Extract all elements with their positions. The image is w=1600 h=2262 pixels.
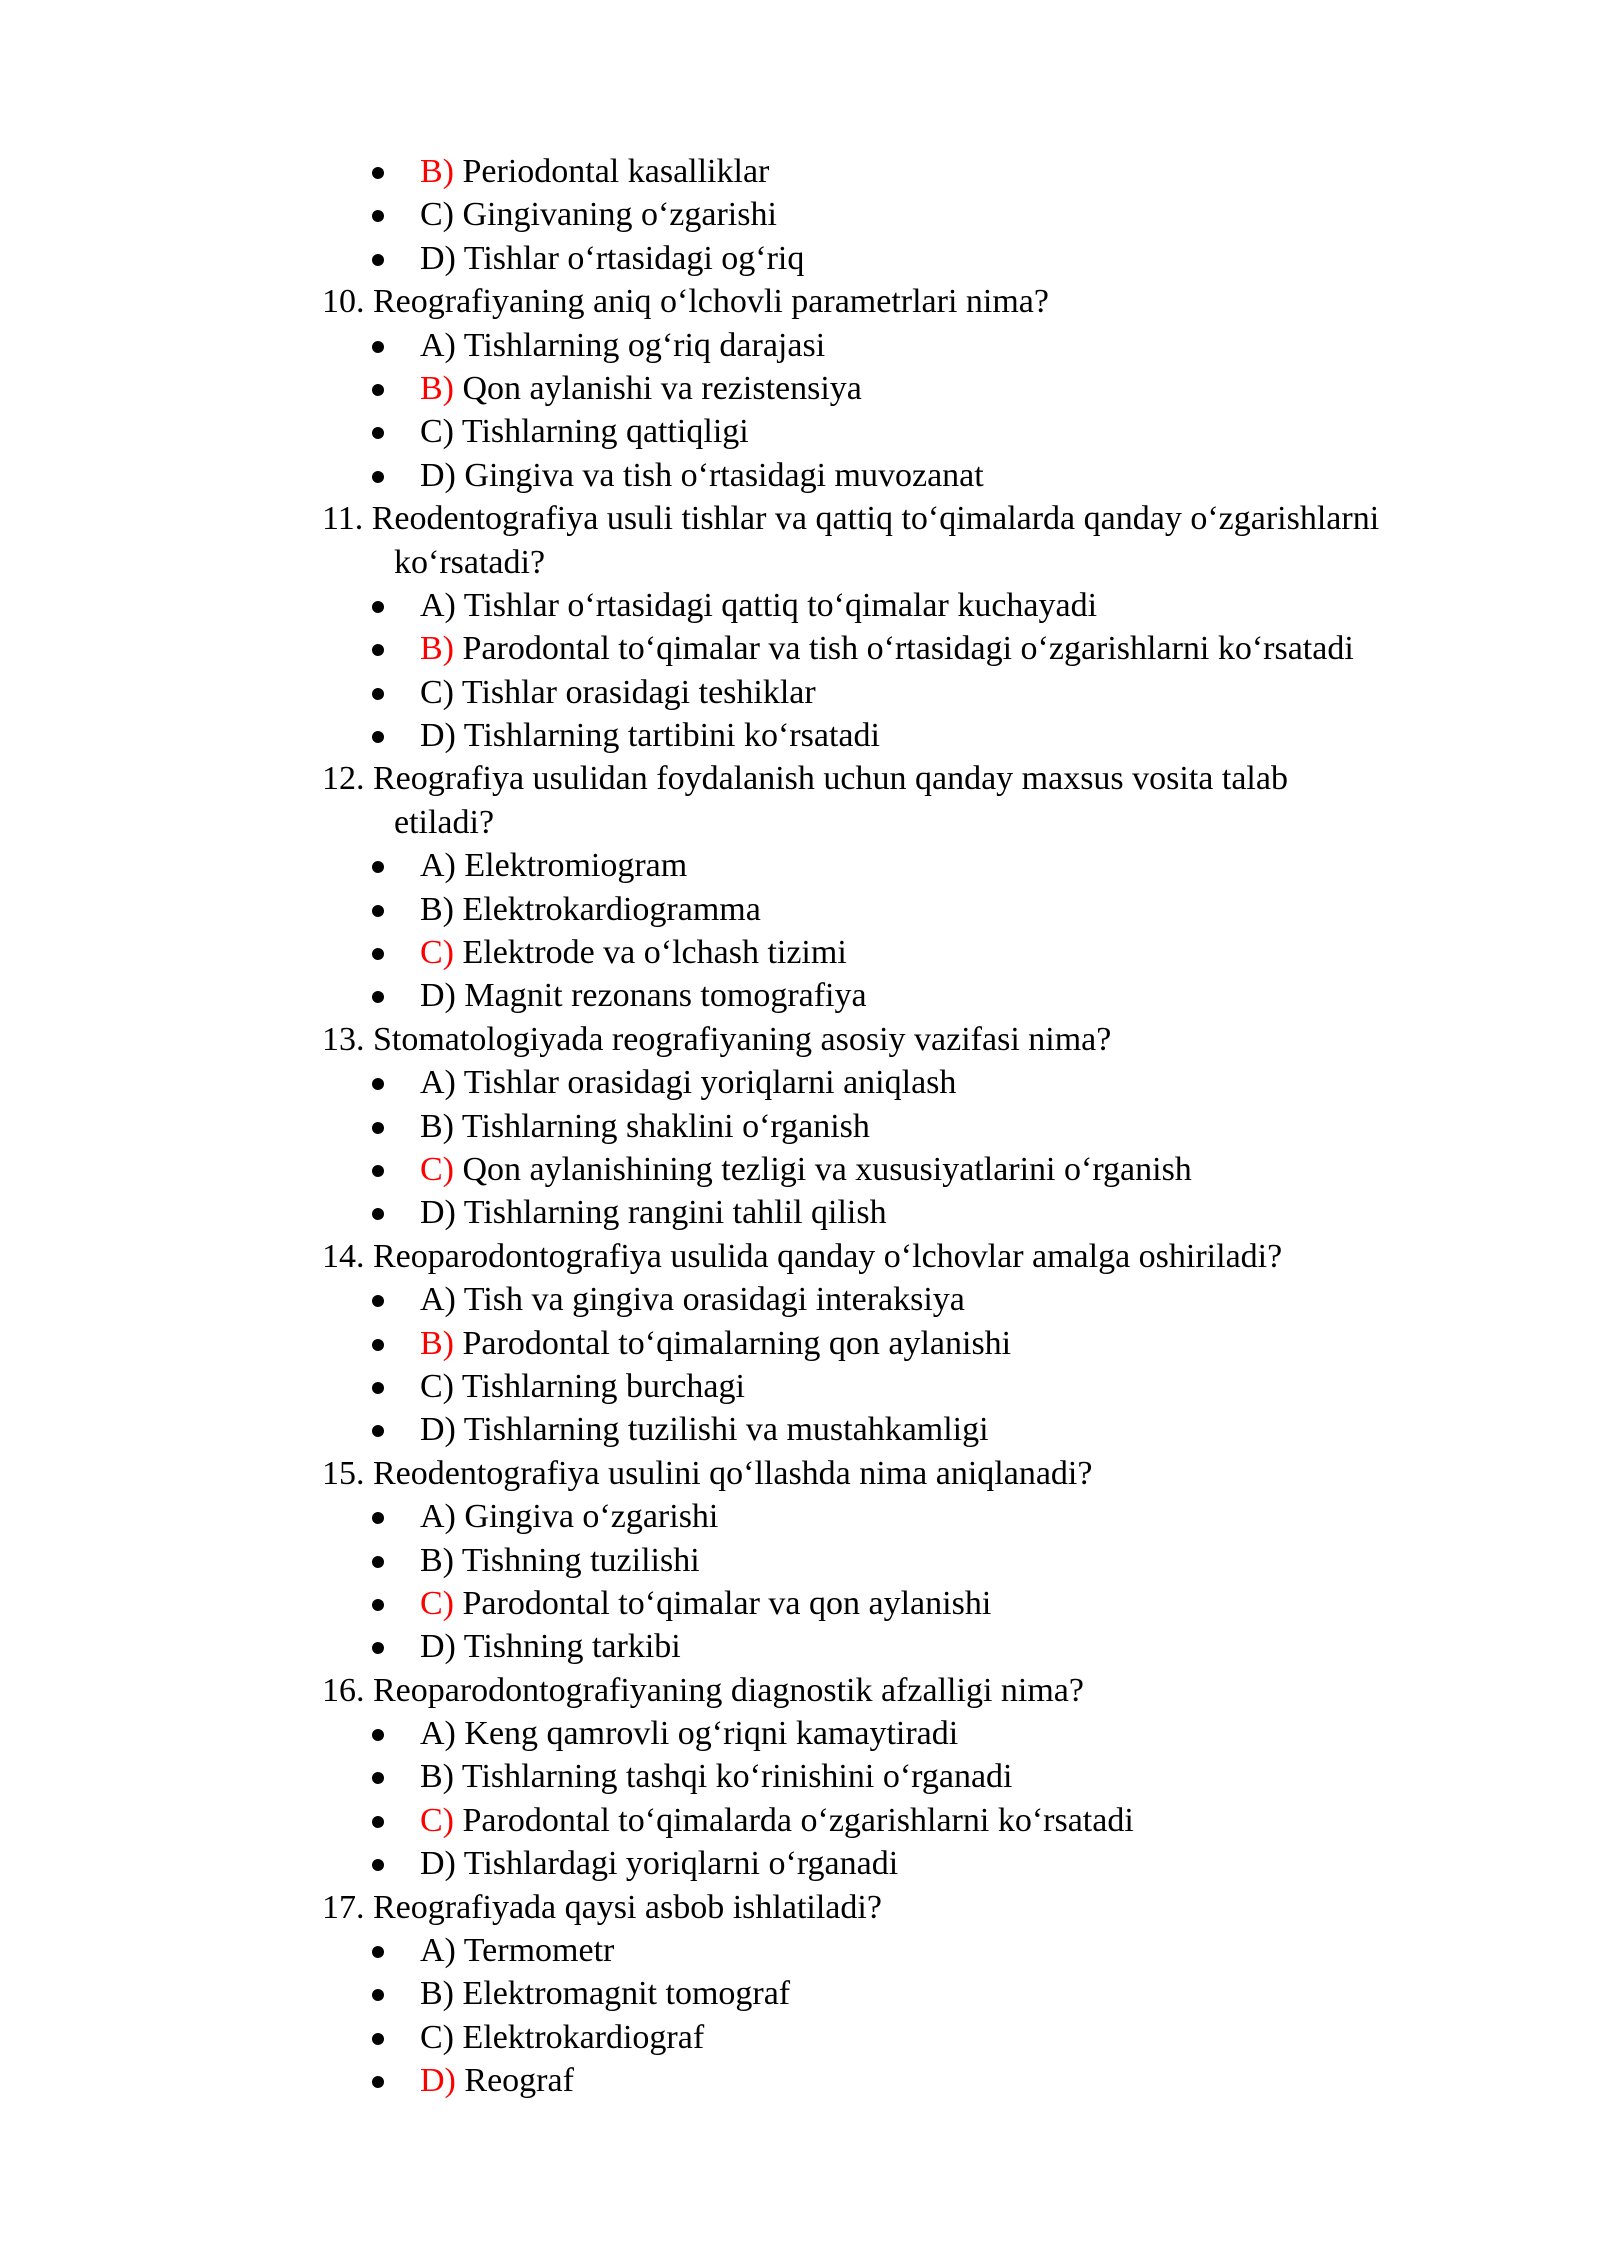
question-text: 16. Reoparodontografiyaning diagnostik afzalligi nima? bbox=[322, 1671, 1084, 1709]
answer-option bbox=[322, 1322, 1522, 1365]
bullet-icon bbox=[372, 1339, 384, 1351]
answer-text: Tishlarning shaklini o‘rganish bbox=[461, 1107, 870, 1145]
answer-option bbox=[322, 1929, 1522, 1972]
answer-text: Gingiva o‘zgarishi bbox=[464, 1498, 719, 1536]
answer-text: Tishlardagi yoriqlarni o‘rganadi bbox=[463, 1845, 899, 1883]
answer-text: Tishlarning burchagi bbox=[461, 1367, 745, 1405]
answer-letter: A) bbox=[420, 1281, 456, 1319]
answer-text: Tishlarning qattiqligi bbox=[461, 413, 749, 451]
answer-letter: A) bbox=[420, 847, 456, 885]
answer-text: Elektrode va o‘lchash tizimi bbox=[462, 934, 847, 972]
answer-text: Elektrokardiograf bbox=[462, 2018, 705, 2056]
bullet-icon bbox=[372, 2076, 384, 2088]
answer-option bbox=[322, 237, 1522, 280]
answer-letter: D) bbox=[420, 1194, 456, 1232]
answer-letter: A) bbox=[420, 586, 456, 624]
answer-letter: A) bbox=[420, 1715, 456, 1753]
answer-option bbox=[322, 1539, 1522, 1582]
answer-option bbox=[322, 888, 1522, 931]
bullet-icon bbox=[372, 384, 384, 396]
question-text: 11. Reodentografiya usuli tishlar va qattiq to‘qimalarda qanday o‘zgarishlarni bbox=[322, 500, 1380, 538]
answer-option bbox=[322, 2059, 1522, 2102]
answer-option bbox=[322, 324, 1522, 367]
answer-text: Tishning tuzilishi bbox=[461, 1541, 700, 1579]
correct-answer-letter: B) bbox=[420, 1324, 454, 1362]
answer-text: Parodontal to‘qimalar va qon aylanishi bbox=[462, 1584, 992, 1622]
answer-option bbox=[322, 1495, 1522, 1538]
bullet-icon bbox=[372, 341, 384, 353]
question-text: 13. Stomatologiyada reografiyaning asosiy vazifasi nima? bbox=[322, 1020, 1112, 1058]
answer-letter: C) bbox=[420, 1367, 454, 1405]
bullet-icon bbox=[372, 1859, 384, 1871]
bullet-icon bbox=[372, 1078, 384, 1090]
bullet-icon bbox=[372, 1208, 384, 1220]
answer-letter: B) bbox=[420, 1758, 454, 1796]
answer-letter: D) bbox=[420, 456, 456, 494]
answer-text: Parodontal to‘qimalarning qon aylanishi bbox=[462, 1324, 1012, 1362]
answer-text: Magnit rezonans tomografiya bbox=[464, 977, 867, 1015]
answer-option bbox=[322, 1191, 1522, 1234]
answer-text: Qon aylanishi va rezistensiya bbox=[462, 369, 862, 407]
correct-answer-letter: D) bbox=[420, 2062, 456, 2100]
bullet-icon bbox=[372, 991, 384, 1003]
answer-text: Tishlarning tuzilishi va mustahkamligi bbox=[463, 1411, 989, 1449]
answer-option bbox=[322, 671, 1522, 714]
question-text-continuation: ko‘rsatadi? bbox=[394, 543, 546, 581]
bullet-icon bbox=[372, 1642, 384, 1654]
answer-option bbox=[322, 1148, 1522, 1191]
bullet-icon bbox=[372, 1122, 384, 1134]
answer-option bbox=[322, 193, 1522, 236]
answer-letter: A) bbox=[420, 326, 456, 364]
answer-text: Qon aylanishining tezligi va xususiyatlarini o‘rganish bbox=[462, 1150, 1192, 1188]
bullet-icon bbox=[372, 1772, 384, 1784]
answer-option bbox=[322, 1582, 1522, 1625]
answer-option bbox=[322, 454, 1522, 497]
bullet-icon bbox=[372, 427, 384, 439]
answer-option bbox=[322, 1105, 1522, 1148]
bullet-icon bbox=[372, 1729, 384, 1741]
bullet-icon bbox=[372, 1425, 384, 1437]
answer-option bbox=[322, 714, 1522, 757]
answer-option bbox=[322, 1842, 1522, 1885]
answer-letter: A) bbox=[420, 1498, 456, 1536]
bullet-icon bbox=[372, 1989, 384, 2001]
bullet-icon bbox=[372, 210, 384, 222]
bullet-icon bbox=[372, 1816, 384, 1828]
question-text: 10. Reografiyaning aniq o‘lchovli parametrlari nima? bbox=[322, 283, 1049, 321]
answer-letter: D) bbox=[420, 1411, 456, 1449]
bullet-icon bbox=[372, 948, 384, 960]
answer-letter: D) bbox=[420, 717, 456, 755]
bullet-icon bbox=[372, 1295, 384, 1307]
answer-option bbox=[322, 2016, 1522, 2059]
bullet-icon bbox=[372, 1512, 384, 1524]
answer-option bbox=[322, 1278, 1522, 1321]
answer-letter: D) bbox=[420, 239, 456, 277]
bullet-icon bbox=[372, 471, 384, 483]
correct-answer-letter: B) bbox=[420, 153, 454, 190]
answer-option bbox=[322, 1408, 1522, 1451]
question-list bbox=[322, 150, 1522, 2103]
answer-text: Tishning tarkibi bbox=[463, 1628, 681, 1666]
bullet-icon bbox=[372, 905, 384, 917]
answer-option bbox=[322, 627, 1522, 670]
answer-text: Tishlar orasidagi yoriqlarni aniqlash bbox=[463, 1064, 957, 1102]
answer-text: Gingivaning o‘zgarishi bbox=[462, 196, 777, 234]
answer-option bbox=[322, 1712, 1522, 1755]
answer-option bbox=[322, 1061, 1522, 1104]
answer-text: Tishlarning tartibini ko‘rsatadi bbox=[463, 717, 880, 755]
bullet-icon bbox=[372, 167, 384, 179]
question-text-continuation: etiladi? bbox=[394, 803, 495, 841]
answer-letter: D) bbox=[420, 977, 456, 1015]
answer-option bbox=[322, 1365, 1522, 1408]
bullet-icon bbox=[372, 1165, 384, 1177]
answer-letter: D) bbox=[420, 1845, 456, 1883]
answer-text: Elektromiogram bbox=[464, 847, 688, 885]
answer-text: Tishlarning rangini tahlil qilish bbox=[463, 1194, 887, 1232]
bullet-icon bbox=[372, 1382, 384, 1394]
answer-option bbox=[322, 844, 1522, 887]
answer-letter: B) bbox=[420, 1107, 454, 1145]
correct-answer-letter: C) bbox=[420, 934, 454, 972]
bullet-icon bbox=[372, 1946, 384, 1958]
answer-letter: C) bbox=[420, 673, 454, 711]
answer-text: Parodontal to‘qimalarda o‘zgarishlarni ko‘rsatadi bbox=[462, 1801, 1134, 1839]
answer-text: Elektrokardiogramma bbox=[462, 890, 761, 928]
bullet-icon bbox=[372, 601, 384, 613]
answer-option bbox=[322, 1972, 1522, 2015]
answer-letter: D) bbox=[420, 1628, 456, 1666]
bullet-icon bbox=[372, 644, 384, 656]
correct-answer-letter: B) bbox=[420, 630, 454, 668]
answer-option bbox=[322, 1755, 1522, 1798]
answer-letter: B) bbox=[420, 1975, 454, 2013]
answer-text: Periodontal kasalliklar bbox=[462, 153, 770, 190]
answer-text: Parodontal to‘qimalar va tish o‘rtasidagi o‘zgarishlarni ko‘rsatadi bbox=[462, 630, 1354, 668]
answer-option bbox=[322, 367, 1522, 410]
answer-option bbox=[322, 150, 1522, 193]
answer-option bbox=[322, 931, 1522, 974]
answer-text: Keng qamrovli og‘riqni kamaytiradi bbox=[464, 1715, 959, 1753]
question-text: 12. Reografiya usulidan foydalanish uchun qanday maxsus vosita talab bbox=[322, 760, 1288, 798]
answer-text: Termometr bbox=[463, 1932, 615, 1970]
answer-letter: C) bbox=[420, 2018, 454, 2056]
bullet-icon bbox=[372, 731, 384, 743]
answer-letter: B) bbox=[420, 1541, 454, 1579]
answer-option bbox=[322, 1799, 1522, 1842]
answer-text: Tish va gingiva orasidagi interaksiya bbox=[463, 1281, 965, 1319]
correct-answer-letter: C) bbox=[420, 1584, 454, 1622]
bullet-icon bbox=[372, 254, 384, 266]
answer-text: Tishlar orasidagi teshiklar bbox=[461, 673, 816, 711]
answer-letter: C) bbox=[420, 196, 454, 234]
answer-text: Reograf bbox=[464, 2062, 574, 2100]
answer-text: Tishlarning tashqi ko‘rinishini o‘rganadi bbox=[461, 1758, 1013, 1796]
answer-text: Elektromagnit tomograf bbox=[462, 1975, 791, 2013]
bullet-icon bbox=[372, 1599, 384, 1611]
answer-letter: A) bbox=[420, 1064, 456, 1102]
correct-answer-letter: B) bbox=[420, 369, 454, 407]
answer-option bbox=[322, 584, 1522, 627]
answer-option bbox=[322, 410, 1522, 453]
answer-letter: A) bbox=[420, 1932, 456, 1970]
answer-text: Tishlar o‘rtasidagi og‘riq bbox=[463, 239, 805, 277]
question-text: 15. Reodentografiya usulini qo‘llashda nima aniqlanadi? bbox=[322, 1454, 1093, 1492]
answer-text: Tishlar o‘rtasidagi qattiq to‘qimalar kuchayadi bbox=[463, 586, 1098, 624]
bullet-icon bbox=[372, 861, 384, 873]
answer-text: Gingiva va tish o‘rtasidagi muvozanat bbox=[464, 456, 984, 494]
bullet-icon bbox=[372, 1556, 384, 1568]
bullet-icon bbox=[372, 2033, 384, 2045]
answer-text: Tishlarning og‘riq darajasi bbox=[463, 326, 826, 364]
answer-letter: C) bbox=[420, 413, 454, 451]
answer-option bbox=[322, 1625, 1522, 1668]
answer-letter: B) bbox=[420, 890, 454, 928]
question-text: 14. Reoparodontografiya usulida qanday o‘lchovlar amalga oshiriladi? bbox=[322, 1237, 1283, 1275]
bullet-icon bbox=[372, 688, 384, 700]
question-text: 17. Reografiyada qaysi asbob ishlatiladi? bbox=[322, 1888, 882, 1926]
answer-option bbox=[322, 974, 1522, 1017]
correct-answer-letter: C) bbox=[420, 1150, 454, 1188]
correct-answer-letter: C) bbox=[420, 1801, 454, 1839]
